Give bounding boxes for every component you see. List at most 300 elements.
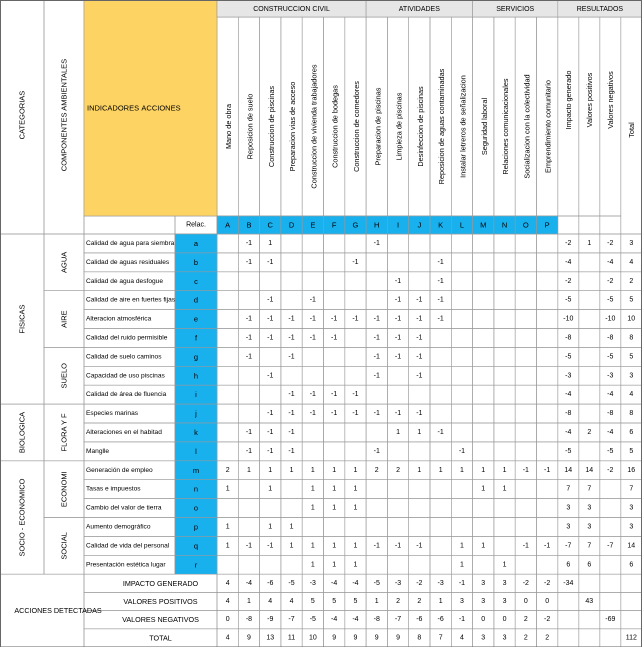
matrix-cell bbox=[302, 442, 323, 461]
result-value: -5 bbox=[607, 447, 614, 455]
indicator-label: Especies marinas bbox=[86, 410, 139, 418]
matrix-cell bbox=[451, 347, 472, 366]
letter-B: B bbox=[246, 220, 252, 230]
matrix-value: -1 bbox=[288, 353, 295, 361]
matrix-value: -1 bbox=[437, 428, 444, 436]
action-header-9: Desinfeccion de piscinas bbox=[415, 86, 425, 167]
matrix-cell bbox=[494, 499, 515, 518]
relac-letter: l bbox=[195, 446, 197, 456]
matrix-value: 1 bbox=[353, 466, 358, 474]
summary-value: -3 bbox=[437, 579, 444, 587]
matrix-cell bbox=[473, 385, 494, 404]
summary-value: -7 bbox=[288, 616, 295, 624]
letter-H: H bbox=[374, 220, 380, 230]
result-value: -4 bbox=[565, 391, 572, 399]
matrix-cell bbox=[345, 423, 366, 442]
result-cell bbox=[600, 518, 621, 537]
summary-value: 3 bbox=[459, 598, 464, 605]
summary-value: -5 bbox=[288, 579, 295, 587]
result-value: 3 bbox=[629, 372, 634, 380]
matrix-cell bbox=[515, 518, 536, 537]
matrix-cell bbox=[473, 442, 494, 461]
matrix-cell bbox=[430, 366, 451, 385]
result-value: -4 bbox=[607, 258, 614, 266]
letter-J: J bbox=[417, 220, 422, 230]
relac-letter: o bbox=[193, 503, 199, 513]
matrix-value: 2 bbox=[396, 466, 401, 474]
matrix-cell bbox=[366, 253, 387, 272]
result-value: -3 bbox=[565, 372, 572, 380]
matrix-value: 1 bbox=[396, 428, 401, 436]
matrix-value: 1 bbox=[332, 504, 337, 512]
matrix-cell bbox=[515, 291, 536, 310]
matrix-value: 1 bbox=[289, 523, 294, 531]
result-header-1: Valores positivos bbox=[584, 72, 594, 128]
matrix-cell bbox=[451, 499, 472, 518]
matrix-cell bbox=[537, 347, 558, 366]
matrix-cell bbox=[430, 442, 451, 461]
matrix-value: -1 bbox=[309, 315, 316, 323]
result-value: 14 bbox=[564, 466, 573, 474]
matrix-cell bbox=[430, 499, 451, 518]
summary-result-cell bbox=[558, 629, 579, 647]
matrix-value: -1 bbox=[309, 410, 316, 418]
matrix-cell bbox=[217, 404, 238, 423]
matrix-cell bbox=[324, 234, 345, 253]
matrix-value: 1 bbox=[289, 466, 294, 474]
matrix-cell bbox=[345, 442, 366, 461]
relac-header: Relac. bbox=[186, 221, 206, 229]
indicator-label: Generación de empleo bbox=[86, 466, 153, 474]
indicator-label: Manglle bbox=[86, 447, 110, 455]
result-value: 14 bbox=[627, 542, 636, 550]
matrix-value: -1 bbox=[267, 447, 274, 455]
action-header-5: Construccion de bodegas bbox=[330, 85, 340, 168]
matrix-value: -1 bbox=[416, 353, 423, 361]
matrix-value: -1 bbox=[245, 447, 253, 455]
matrix-value: 1 bbox=[332, 542, 337, 550]
matrix-cell bbox=[451, 272, 472, 291]
result-value: 5 bbox=[629, 296, 634, 304]
matrix-value: -1 bbox=[352, 391, 359, 399]
summary-value: 0 bbox=[523, 598, 528, 605]
matrix-value: 1 bbox=[332, 466, 337, 474]
matrix-cell bbox=[473, 347, 494, 366]
matrix-cell bbox=[430, 234, 451, 253]
letter-D: D bbox=[288, 220, 295, 230]
matrix-cell bbox=[473, 310, 494, 329]
summary-value: 2 bbox=[396, 598, 401, 605]
matrix-cell bbox=[537, 329, 558, 348]
matrix-cell bbox=[515, 347, 536, 366]
summary-value: 4 bbox=[459, 634, 464, 642]
matrix-value: 1 bbox=[459, 542, 464, 550]
matrix-value: 1 bbox=[353, 485, 358, 493]
matrix-cell bbox=[430, 518, 451, 537]
matrix-cell bbox=[537, 442, 558, 461]
matrix-cell bbox=[217, 310, 238, 329]
matrix-cell bbox=[537, 423, 558, 442]
result-value: 2 bbox=[629, 277, 634, 285]
matrix-cell bbox=[281, 555, 302, 574]
matrix-cell bbox=[387, 555, 408, 574]
matrix-cell bbox=[409, 442, 430, 461]
summary-value: -4 bbox=[331, 616, 338, 624]
result-value: -8 bbox=[607, 334, 614, 342]
summary-value: 3 bbox=[481, 634, 486, 642]
letter-C: C bbox=[267, 220, 273, 230]
matrix-cell bbox=[387, 499, 408, 518]
indicadores-header: INDICADORES bbox=[87, 103, 140, 113]
matrix-cell bbox=[515, 442, 536, 461]
relac-letter: g bbox=[193, 352, 199, 362]
matrix-cell bbox=[324, 366, 345, 385]
matrix-cell bbox=[302, 347, 323, 366]
summary-value: 5 bbox=[332, 598, 337, 605]
matrix-value: 1 bbox=[268, 523, 273, 531]
summary-result-cell bbox=[621, 592, 642, 610]
result-cell bbox=[579, 272, 600, 291]
result-value: 3 bbox=[587, 523, 592, 531]
matrix-value: -1 bbox=[373, 334, 380, 342]
matrix-value: -1 bbox=[373, 410, 380, 418]
matrix-value: -1 bbox=[267, 542, 274, 550]
matrix-value: -1 bbox=[245, 542, 253, 550]
matrix-cell bbox=[515, 480, 536, 499]
summary-value: 3 bbox=[502, 579, 507, 587]
matrix-cell bbox=[238, 291, 259, 310]
matrix-value: 1 bbox=[225, 523, 230, 531]
matrix-value: -1 bbox=[373, 447, 380, 455]
indicator-label: Aumento demográfico bbox=[86, 523, 151, 531]
summary-label: IMPACTO GENERADO bbox=[122, 578, 199, 588]
matrix-cell bbox=[238, 404, 259, 423]
matrix-value: -1 bbox=[245, 315, 253, 323]
result-blank-cell bbox=[579, 216, 600, 234]
result-value: 3 bbox=[629, 239, 634, 247]
matrix-cell bbox=[238, 499, 259, 518]
letter-E: E bbox=[310, 220, 316, 230]
result-value: -5 bbox=[565, 296, 572, 304]
matrix-cell bbox=[537, 291, 558, 310]
matrix-cell bbox=[281, 272, 302, 291]
matrix-value: -1 bbox=[416, 315, 423, 323]
matrix-value: -1 bbox=[394, 353, 402, 361]
summary-value: -4 bbox=[331, 579, 338, 587]
matrix-cell bbox=[324, 423, 345, 442]
matrix-value: 1 bbox=[417, 466, 422, 474]
matrix-cell bbox=[409, 480, 430, 499]
matrix-value: -1 bbox=[416, 334, 423, 342]
result-value: -7 bbox=[607, 542, 614, 550]
matrix-value: 1 bbox=[332, 485, 337, 493]
matrix-cell bbox=[515, 385, 536, 404]
summary-value: 2 bbox=[523, 616, 528, 624]
result-value: 3 bbox=[566, 523, 571, 531]
result-cell bbox=[600, 555, 621, 574]
indicator-label: Calidad de vida del personal bbox=[86, 542, 170, 550]
summary-value: 10 bbox=[308, 634, 317, 642]
matrix-value: -1 bbox=[288, 391, 295, 399]
matrix-cell bbox=[494, 366, 515, 385]
result-value: -4 bbox=[607, 391, 614, 399]
summary-result-cell bbox=[579, 629, 600, 647]
matrix-cell bbox=[515, 253, 536, 272]
component-3: FLORA Y F bbox=[59, 413, 69, 452]
result-cell bbox=[579, 347, 600, 366]
matrix-cell bbox=[387, 385, 408, 404]
summary-result-value: 112 bbox=[625, 634, 637, 642]
letter-L: L bbox=[459, 220, 465, 230]
summary-result-cell bbox=[558, 592, 579, 610]
matrix-cell bbox=[430, 555, 451, 574]
summary-value: -6 bbox=[267, 579, 274, 587]
action-header-0: Mano de obra bbox=[224, 103, 234, 150]
indicator-label: Tasas e impuestos bbox=[86, 485, 141, 493]
result-value: 3 bbox=[629, 504, 634, 512]
matrix-cell bbox=[537, 404, 558, 423]
matrix-value: 1 bbox=[459, 561, 464, 569]
matrix-cell bbox=[451, 291, 472, 310]
matrix-cell bbox=[409, 499, 430, 518]
matrix-cell bbox=[451, 385, 472, 404]
matrix-cell bbox=[473, 366, 494, 385]
action-header-2: Construccion de piscinas bbox=[266, 85, 276, 168]
result-value: 7 bbox=[587, 542, 592, 550]
summary-result-value: -34 bbox=[563, 579, 574, 587]
result-value: 4 bbox=[629, 391, 634, 399]
matrix-cell bbox=[366, 423, 387, 442]
result-value: -3 bbox=[607, 372, 614, 380]
matrix-cell bbox=[217, 423, 238, 442]
matrix-cell bbox=[473, 234, 494, 253]
summary-result-value: -69 bbox=[605, 616, 616, 624]
result-value: -2 bbox=[565, 239, 572, 247]
summary-value: 2 bbox=[545, 634, 550, 642]
matrix-cell bbox=[537, 385, 558, 404]
summary-value: 4 bbox=[225, 598, 230, 605]
result-value: 5 bbox=[629, 353, 634, 361]
matrix-value: 1 bbox=[225, 485, 230, 493]
matrix-value: 1 bbox=[353, 504, 358, 512]
matrix-value: -1 bbox=[352, 315, 359, 323]
matrix-cell bbox=[302, 272, 323, 291]
matrix-cell bbox=[537, 234, 558, 253]
summary-value: 2 bbox=[523, 634, 528, 642]
summary-value: 4 bbox=[225, 634, 230, 642]
matrix-cell bbox=[451, 423, 472, 442]
matrix-value: 1 bbox=[310, 466, 315, 474]
letter-M: M bbox=[480, 220, 487, 230]
matrix-value: -1 bbox=[416, 542, 423, 550]
summary-value: 1 bbox=[374, 598, 379, 605]
matrix-value: -1 bbox=[309, 296, 316, 304]
result-value: -8 bbox=[607, 410, 614, 418]
matrix-value: -1 bbox=[331, 315, 338, 323]
matrix-value: 1 bbox=[459, 466, 464, 474]
matrix-value: 1 bbox=[481, 485, 486, 493]
relac-letter: b bbox=[193, 257, 199, 267]
matrix-value: 1 bbox=[268, 485, 273, 493]
matrix-value: -1 bbox=[522, 542, 529, 550]
matrix-cell bbox=[217, 385, 238, 404]
action-header-7: Preparacion de piscinas bbox=[373, 87, 383, 166]
result-value: 8 bbox=[629, 334, 634, 342]
summary-value: -2 bbox=[544, 616, 551, 624]
matrix-value: -1 bbox=[394, 277, 402, 285]
matrix-value: -1 bbox=[458, 447, 466, 455]
letter-N: N bbox=[501, 220, 508, 230]
summary-result-cell bbox=[558, 611, 579, 629]
relac-letter: c bbox=[194, 276, 198, 286]
result-value: -8 bbox=[565, 410, 572, 418]
indicator-label: Calidad de aguas residuales bbox=[86, 258, 170, 266]
matrix-cell bbox=[494, 347, 515, 366]
summary-value: -1 bbox=[458, 616, 466, 624]
matrix-cell bbox=[494, 310, 515, 329]
matrix-cell bbox=[494, 291, 515, 310]
letter-K: K bbox=[438, 220, 444, 230]
summary-value: 0 bbox=[502, 616, 507, 624]
matrix-value: -1 bbox=[245, 239, 253, 247]
indicator-label: Calidad de agua para siembra bbox=[86, 239, 175, 247]
matrix-value: 1 bbox=[481, 542, 486, 550]
matrix-cell bbox=[494, 536, 515, 555]
matrix-cell bbox=[494, 423, 515, 442]
matrix-value: -1 bbox=[437, 315, 444, 323]
matrix-cell bbox=[302, 518, 323, 537]
result-value: 6 bbox=[629, 428, 634, 436]
matrix-cell bbox=[260, 272, 281, 291]
matrix-cell bbox=[260, 347, 281, 366]
summary-value: 9 bbox=[246, 634, 251, 642]
matrix-cell bbox=[409, 234, 430, 253]
letter-P: P bbox=[544, 220, 550, 230]
matrix-cell bbox=[324, 253, 345, 272]
matrix-cell bbox=[515, 499, 536, 518]
matrix-cell bbox=[281, 499, 302, 518]
matrix-value: -1 bbox=[437, 296, 444, 304]
result-value: 3 bbox=[566, 504, 571, 512]
indicator-label: Calidad del ruido permisible bbox=[86, 334, 168, 342]
matrix-cell bbox=[345, 518, 366, 537]
matrix-cell bbox=[281, 234, 302, 253]
matrix-value: 1 bbox=[268, 466, 273, 474]
matrix-cell bbox=[494, 518, 515, 537]
matrix-cell bbox=[537, 499, 558, 518]
matrix-value: 1 bbox=[225, 542, 230, 550]
action-header-3: Preparacion vias de acceso bbox=[288, 81, 298, 172]
result-value: 16 bbox=[627, 466, 636, 474]
indicator-label: Alteracion atmosférica bbox=[86, 315, 152, 323]
matrix-cell bbox=[387, 366, 408, 385]
matrix-cell bbox=[537, 366, 558, 385]
matrix-value: -1 bbox=[352, 410, 359, 418]
summary-value: -4 bbox=[352, 616, 359, 624]
matrix-cell bbox=[324, 518, 345, 537]
matrix-value: -1 bbox=[394, 410, 402, 418]
summary-value: -2 bbox=[416, 579, 423, 587]
matrix-cell bbox=[537, 272, 558, 291]
result-cell bbox=[579, 404, 600, 423]
letter-F: F bbox=[331, 220, 337, 230]
matrix-cell bbox=[494, 329, 515, 348]
result-value: 5 bbox=[629, 447, 634, 455]
matrix-value: 1 bbox=[310, 485, 315, 493]
matrix-cell bbox=[302, 253, 323, 272]
matrix-cell bbox=[537, 480, 558, 499]
matrix-cell bbox=[366, 480, 387, 499]
matrix-cell bbox=[430, 329, 451, 348]
matrix-value: -1 bbox=[288, 447, 295, 455]
matrix-value: 1 bbox=[246, 466, 251, 474]
matrix-cell bbox=[451, 234, 472, 253]
result-value: 14 bbox=[585, 466, 594, 474]
result-cell bbox=[579, 385, 600, 404]
matrix-cell bbox=[473, 291, 494, 310]
matrix-value: -1 bbox=[331, 410, 338, 418]
relac-letter: n bbox=[193, 484, 199, 494]
result-value: -10 bbox=[563, 315, 574, 323]
matrix-value: -1 bbox=[267, 334, 274, 342]
matrix-cell bbox=[451, 518, 472, 537]
matrix-value: 2 bbox=[374, 466, 379, 474]
matrix-value: -1 bbox=[288, 428, 295, 436]
matrix-cell bbox=[281, 291, 302, 310]
relac-letter: a bbox=[193, 238, 199, 248]
summary-value: -4 bbox=[245, 579, 253, 587]
matrix-cell bbox=[515, 310, 536, 329]
summary-value: -1 bbox=[458, 579, 466, 587]
summary-value: 0 bbox=[481, 616, 486, 624]
matrix-value: -1 bbox=[267, 410, 274, 418]
matrix-value: -1 bbox=[373, 353, 380, 361]
matrix-cell bbox=[366, 499, 387, 518]
summary-value: 9 bbox=[396, 634, 401, 642]
summary-value: -2 bbox=[544, 579, 551, 587]
matrix-cell bbox=[537, 253, 558, 272]
matrix-cell bbox=[430, 536, 451, 555]
group-label-1: ATIVIDADES bbox=[398, 6, 440, 13]
relac-letter: r bbox=[194, 560, 198, 570]
matrix-value: 1 bbox=[502, 561, 507, 569]
matrix-cell bbox=[324, 442, 345, 461]
matrix-value: -1 bbox=[267, 296, 274, 304]
result-value: -7 bbox=[565, 542, 572, 550]
summary-result-cell bbox=[600, 574, 621, 592]
summary-result-cell bbox=[621, 574, 642, 592]
summary-value: 9 bbox=[353, 634, 358, 642]
result-value: 3 bbox=[587, 504, 592, 512]
acciones-detectadas-label: ACCIONES DETECTADAS bbox=[14, 606, 102, 616]
matrix-cell bbox=[473, 272, 494, 291]
summary-value: 1 bbox=[438, 598, 443, 605]
result-header-0: Impacto generado bbox=[563, 70, 573, 130]
matrix-cell bbox=[387, 234, 408, 253]
matrix-value: -1 bbox=[331, 391, 338, 399]
summary-value: -5 bbox=[309, 616, 316, 624]
matrix-value: 1 bbox=[417, 428, 422, 436]
relac-letter: e bbox=[193, 314, 199, 324]
matrix-cell bbox=[537, 555, 558, 574]
relac-letter: j bbox=[195, 409, 197, 419]
summary-result-value: 43 bbox=[585, 598, 594, 605]
matrix-value: -1 bbox=[309, 391, 316, 399]
action-header-15: Emprendimiento comunitario bbox=[543, 80, 553, 173]
result-value: -5 bbox=[607, 296, 614, 304]
action-header-12: Seguridad laboral bbox=[479, 97, 489, 156]
matrix-cell bbox=[217, 499, 238, 518]
